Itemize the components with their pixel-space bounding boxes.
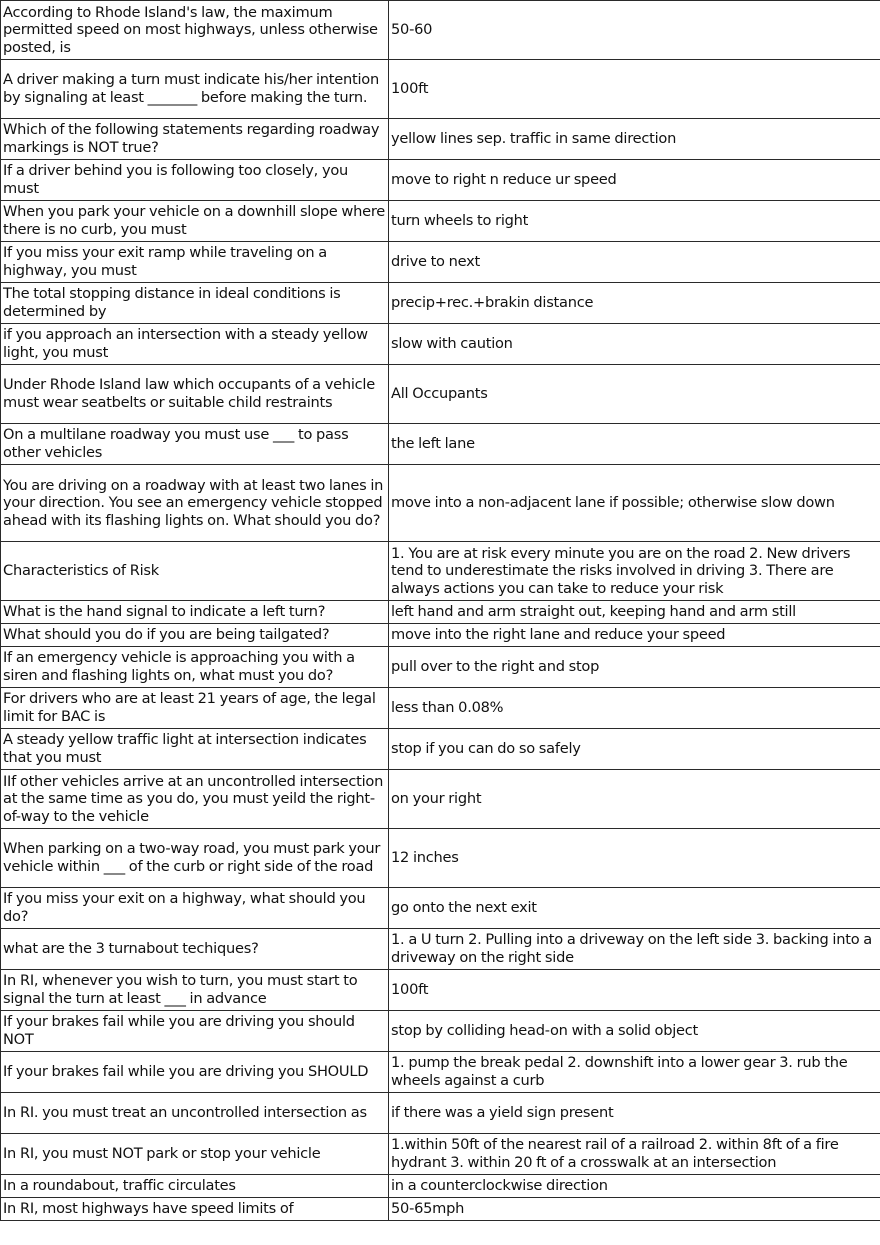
definition-cell: yellow lines sep. traffic in same direction	[389, 119, 880, 160]
table-row	[1, 465, 880, 542]
term-cell: The total stopping distance in ideal conditions is determined by	[1, 283, 389, 324]
term-cell: In RI. you must treat an uncontrolled intersection as	[1, 1093, 389, 1134]
table-row	[1, 242, 880, 283]
definition-cell: drive to next	[389, 242, 880, 283]
term-cell: what are the 3 turnabout techiques?	[1, 929, 389, 970]
table-row	[1, 1052, 880, 1093]
definition-cell: on your right	[389, 770, 880, 829]
definition-cell: 100ft	[389, 970, 880, 1011]
term-cell: In RI, whenever you wish to turn, you must start to signal the turn at least ___ in advance	[1, 970, 389, 1011]
flashcard-table-body	[1, 1, 880, 1221]
table-row	[1, 60, 880, 119]
term-cell: If your brakes fail while you are driving you SHOULD	[1, 1052, 389, 1093]
definition-cell: in a counterclockwise direction	[389, 1175, 880, 1198]
term-cell: A steady yellow traffic light at intersection indicates that you must	[1, 729, 389, 770]
table-row	[1, 283, 880, 324]
term-cell: In RI, most highways have speed limits of	[1, 1198, 389, 1221]
table-row	[1, 1134, 880, 1175]
table-row	[1, 1011, 880, 1052]
definition-cell: pull over to the right and stop	[389, 647, 880, 688]
term-cell: What should you do if you are being tailgated?	[1, 624, 389, 647]
table-row	[1, 829, 880, 888]
term-cell: If you miss your exit on a highway, what should you do?	[1, 888, 389, 929]
definition-cell: left hand and arm straight out, keeping hand and arm still	[389, 601, 880, 624]
term-cell: If you miss your exit ramp while traveling on a highway, you must	[1, 242, 389, 283]
term-cell: If your brakes fail while you are driving you should NOT	[1, 1011, 389, 1052]
definition-cell: 1. pump the break pedal 2. downshift into a lower gear 3. rub the wheels against a curb	[389, 1052, 880, 1093]
definition-cell: move to right n reduce ur speed	[389, 160, 880, 201]
term-cell: If a driver behind you is following too closely, you must	[1, 160, 389, 201]
table-row	[1, 1093, 880, 1134]
table-row	[1, 542, 880, 601]
table-row	[1, 424, 880, 465]
term-cell: When parking on a two-way road, you must park your vehicle within ___ of the curb or right side of the road	[1, 829, 389, 888]
definition-cell: stop by colliding head-on with a solid object	[389, 1011, 880, 1052]
table-row	[1, 647, 880, 688]
table-row	[1, 119, 880, 160]
term-cell: Characteristics of Risk	[1, 542, 389, 601]
table-row	[1, 160, 880, 201]
definition-cell: move into a non-adjacent lane if possible; otherwise slow down	[389, 465, 880, 542]
definition-cell: All Occupants	[389, 365, 880, 424]
definition-cell: go onto the next exit	[389, 888, 880, 929]
term-cell: When you park your vehicle on a downhill slope where there is no curb, you must	[1, 201, 389, 242]
definition-cell: turn wheels to right	[389, 201, 880, 242]
definition-cell: 12 inches	[389, 829, 880, 888]
definition-cell: move into the right lane and reduce your speed	[389, 624, 880, 647]
term-cell: In a roundabout, traffic circulates	[1, 1175, 389, 1198]
term-cell: According to Rhode Island's law, the maximum permitted speed on most highways, unless otherwise posted, is	[1, 1, 389, 60]
term-cell: For drivers who are at least 21 years of age, the legal limit for BAC is	[1, 688, 389, 729]
term-cell: Under Rhode Island law which occupants of a vehicle must wear seatbelts or suitable child restraints	[1, 365, 389, 424]
definition-cell: 1.within 50ft of the nearest rail of a railroad 2. within 8ft of a fire hydrant 3. within 20 ft of a crosswalk at an intersection	[389, 1134, 880, 1175]
definition-cell: less than 0.08%	[389, 688, 880, 729]
term-cell: You are driving on a roadway with at least two lanes in your direction. You see an emergency vehicle stopped ahead with its flashing lights on. What should you do?	[1, 465, 389, 542]
table-row	[1, 601, 880, 624]
definition-cell: 50-65mph	[389, 1198, 880, 1221]
table-row	[1, 201, 880, 242]
definition-cell: precip+rec.+brakin distance	[389, 283, 880, 324]
definition-cell: 1. You are at risk every minute you are on the road 2. New drivers tend to underestimate the risks involved in driving 3. There are always actions you can take to reduce your risk	[389, 542, 880, 601]
table-row	[1, 888, 880, 929]
definition-cell: 1. a U turn 2. Pulling into a driveway on the left side 3. backing into a driveway on the right side	[389, 929, 880, 970]
term-cell: Which of the following statements regarding roadway markings is NOT true?	[1, 119, 389, 160]
term-cell: if you approach an intersection with a steady yellow light, you must	[1, 324, 389, 365]
table-row	[1, 365, 880, 424]
term-cell: IIf other vehicles arrive at an uncontrolled intersection at the same time as you do, you must yeild the right-of-way to the vehicle	[1, 770, 389, 829]
table-row	[1, 1175, 880, 1198]
definition-cell: stop if you can do so safely	[389, 729, 880, 770]
term-cell: What is the hand signal to indicate a left turn?	[1, 601, 389, 624]
table-row	[1, 324, 880, 365]
term-cell: In RI, you must NOT park or stop your vehicle	[1, 1134, 389, 1175]
table-row	[1, 970, 880, 1011]
table-row	[1, 1, 880, 60]
term-cell: A driver making a turn must indicate his/her intention by signaling at least _______ before making the turn.	[1, 60, 389, 119]
term-cell: On a multilane roadway you must use ___ to pass other vehicles	[1, 424, 389, 465]
definition-cell: the left lane	[389, 424, 880, 465]
definition-cell: slow with caution	[389, 324, 880, 365]
definition-cell: 100ft	[389, 60, 880, 119]
definition-cell: if there was a yield sign present	[389, 1093, 880, 1134]
table-row	[1, 688, 880, 729]
definition-cell: 50-60	[389, 1, 880, 60]
table-row	[1, 624, 880, 647]
term-cell: If an emergency vehicle is approaching you with a siren and flashing lights on, what must you do?	[1, 647, 389, 688]
table-row	[1, 1198, 880, 1221]
table-row	[1, 770, 880, 829]
table-row	[1, 729, 880, 770]
table-row	[1, 929, 880, 970]
